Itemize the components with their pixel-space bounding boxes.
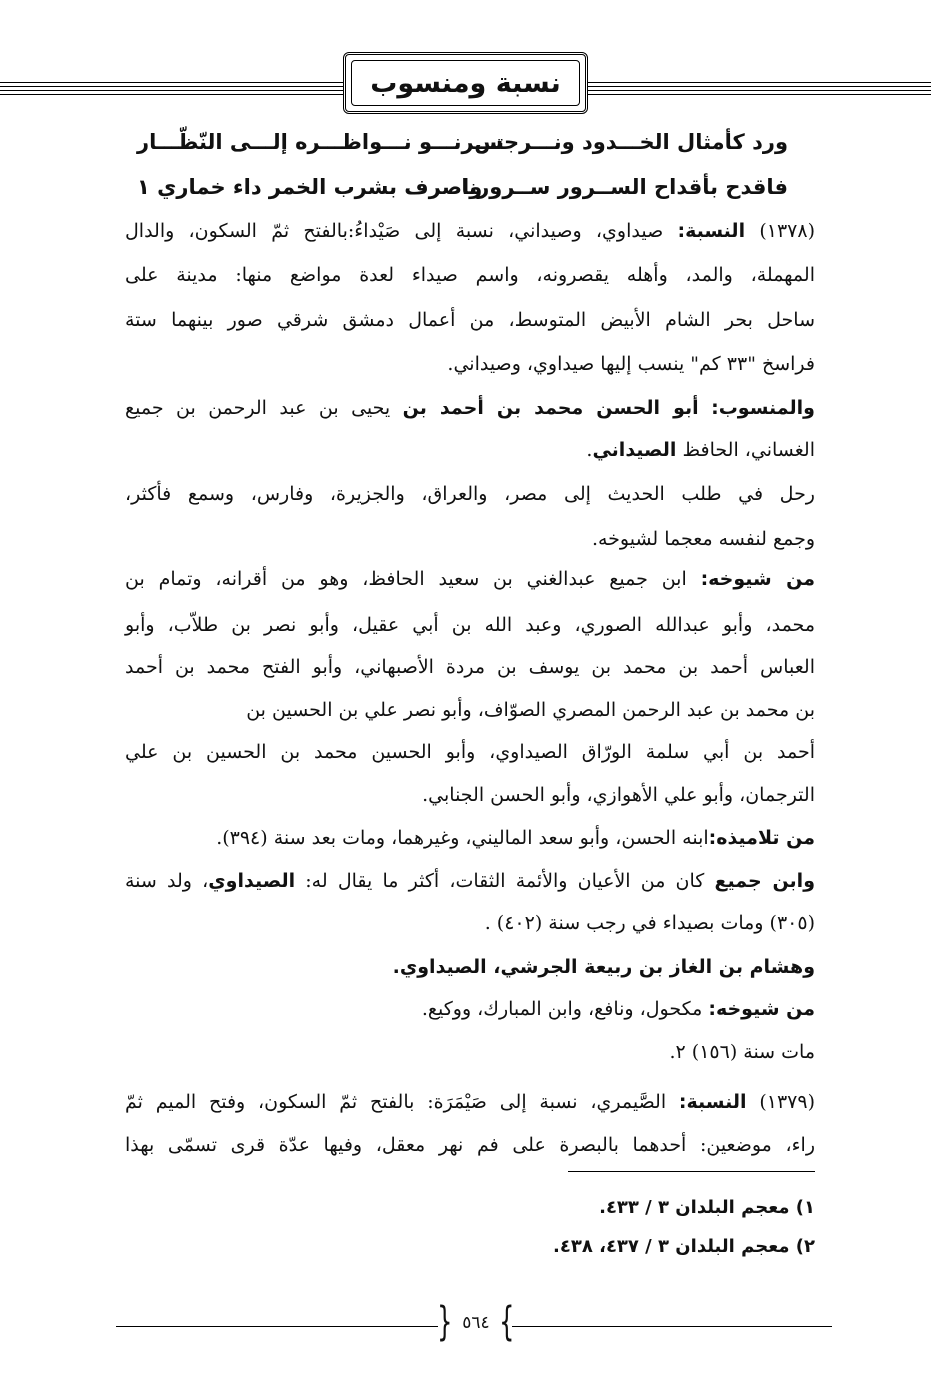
text-run: ابنه الحسن، وأبو سعد الماليني، وغيرهما، ومات بعد سنة (٣٩٤).	[216, 827, 709, 849]
text-run: (٣٠٥) ومات بصيداء في رجب سنة (٤٠٢) .	[484, 912, 815, 934]
bold-text: من شيوخه:	[708, 998, 815, 1020]
bold-text: وهشام بن الغاز بن ربيعة الجرشي، الصيداوي.	[392, 956, 815, 978]
text-run: الغساني، الحافظ	[676, 439, 815, 461]
bold-text: النسبة:	[677, 220, 746, 242]
text-run: صيداوي، وصيداني، نسبة إلى صَيْداءُ:بالفتح ثمّ السكون، والدال	[125, 220, 678, 242]
text-run: (١٣٧٨)	[745, 220, 816, 242]
footnote-rule	[568, 1171, 815, 1172]
title-frame	[343, 52, 588, 114]
header-rule	[0, 86, 343, 87]
header-rule	[588, 82, 931, 83]
body-line	[125, 485, 815, 504]
text-run: مكحول، ونافع، وابن المبارك، ووكيع.	[421, 998, 709, 1020]
text-run: بن محمد بن عبد الرحمن المصري الصوّاف، وأبو نصر علي بن الحسين بن	[246, 699, 815, 721]
text-run	[699, 397, 711, 419]
body-line	[125, 266, 815, 285]
body-line	[125, 222, 815, 241]
text-run: المهملة، والمد، وأهله يقصرونه، واسم صيداء لعدة مواضع منها: مدينة على	[125, 264, 815, 286]
footnote: ١) معجم البلدان ٣ / ٤٣٣.	[599, 1197, 815, 1218]
text-run: (١٣٧٩)	[746, 1091, 816, 1113]
header-rule	[588, 90, 931, 91]
body-line	[125, 311, 815, 330]
header-rule	[588, 86, 931, 87]
bold-text: من شيوخه:	[700, 568, 815, 590]
text-run: محمد، وأبو عبدالله الصوري، وعبد الله بن أبي عقيل، وأبو نصر بن طلاّب، وأبو	[125, 614, 815, 636]
body-line	[125, 829, 815, 848]
body-line	[125, 786, 815, 805]
body-line	[125, 872, 815, 891]
verse-hemistich: تـــرنـــو نـــواظـــره إلـــى النّظّـــار	[137, 130, 505, 154]
body-line	[125, 570, 815, 589]
text-run: ، ولد سنة	[125, 870, 209, 892]
body-line	[125, 743, 815, 762]
text-run: الصَّيمري، نسبة إلى صَيْمَرَة: بالفتح ثمّ السكون، وفتح الميم ثمّ	[125, 1091, 679, 1113]
bold-text: أبو الحسن محمد بن أحمد بن	[402, 397, 699, 419]
page-number-rule	[512, 1326, 832, 1327]
text-run: ساحل بحر الشام الأبيض المتوسط، من أعمال دمشق شرقي صور بينهما ستة	[125, 309, 815, 331]
right-brace-icon: }	[499, 1299, 515, 1345]
verse-hemistich: فاقدح بأقداح الســرور ســرورنا	[461, 175, 788, 199]
header-rule	[0, 82, 343, 83]
text-run: يحيى بن عبد الرحمن بن جميع	[125, 397, 403, 419]
text-run: أحمد بن أبي سلمة الورّاق الصيداوي، وأبو الحسين محمد بن الحسين بن علي	[125, 741, 815, 763]
body-line	[125, 1136, 815, 1155]
bold-text: والمنسوب:	[711, 397, 815, 419]
verse-hemistich: واصرف بشرب الخمر داء خماري ١	[137, 175, 483, 199]
text-run: راء، موضعين: أحدهما بالبصرة على فم نهر معقل، وفيها عدّة قرى تسمّى بهذا	[125, 1134, 815, 1156]
page-number-rule	[116, 1326, 438, 1327]
page-title: نسبة ومنسوب	[370, 67, 561, 99]
body-line	[125, 530, 815, 549]
body-line	[125, 958, 815, 977]
text-run: مات سنة (١٥٦) ٢.	[669, 1041, 815, 1063]
body-line	[125, 701, 815, 720]
verse-hemistich: ورد كأمثال الخـــدود ونـــرجس	[474, 130, 788, 154]
text-run: العباس أحمد بن محمد بن يوسف بن مردة الأصبهاني، وأبو الفتح محمد بن أحمد	[125, 656, 815, 678]
body-line	[125, 441, 815, 460]
text-run: وجمع لنفسه معجما لشيوخه.	[591, 528, 815, 550]
footnote: ٢) معجم البلدان ٣ / ٤٣٧، ٤٣٨.	[553, 1236, 815, 1257]
text-run: .	[586, 439, 593, 461]
body-line	[125, 658, 815, 677]
bold-text: الصيداني	[592, 439, 677, 461]
text-run: ابن جميع عبدالغني بن سعيد الحافظ، وهو من أقرانه، وتمام بن	[125, 568, 701, 590]
text-run: فراسخ "٣٣ كم" ينسب إليها صيداوي، وصيداني.	[447, 353, 815, 375]
body-line	[125, 1043, 815, 1062]
header-rule	[588, 94, 931, 95]
body-line	[125, 355, 815, 374]
text-run: رحل في طلب الحديث إلى مصر، والعراق، والجزيرة، وفارس، وسمع فأكثر،	[125, 483, 815, 505]
bold-text: النسبة:	[678, 1091, 747, 1113]
body-line	[125, 1093, 815, 1112]
body-line	[125, 1000, 815, 1019]
bold-text: من تلاميذه:	[708, 827, 815, 849]
body-line	[125, 914, 815, 933]
body-line	[125, 399, 815, 418]
page-number: ٥٦٤	[462, 1313, 490, 1333]
header-rule	[0, 90, 343, 91]
body-line	[125, 616, 815, 635]
text-run: الترجمان، وأبو علي الأهوازي، وأبو الحسن الجنابي.	[422, 784, 815, 806]
header-rule	[0, 94, 343, 95]
text-run: كان من الأعيان والأئمة الثقات، أكثر ما يقال له:	[295, 870, 715, 892]
left-brace-icon: {	[437, 1299, 453, 1345]
bold-text: وابن جميع	[714, 870, 815, 892]
bold-text: الصيداوي	[208, 870, 296, 892]
